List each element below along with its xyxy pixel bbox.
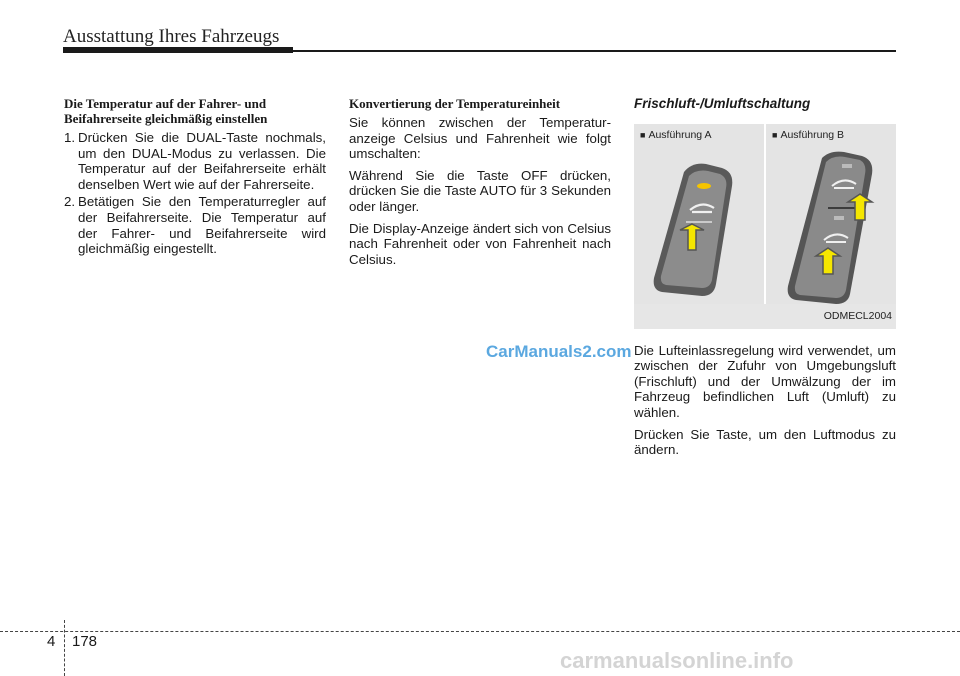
step-text: Drücken Sie die DUAL-Taste nochmals, um den DUAL-Modus zu verlassen. Die Temperatur auf der Beifahrerseite erhält denselben Wert wie auf der Fahrerseite. (78, 130, 326, 192)
step-item (64, 130, 326, 192)
watermark-link[interactable]: CarManuals2.com (486, 342, 632, 361)
switch-b-illustration (766, 124, 896, 304)
heading-line-2: Beifahrerseite gleichmäßig einstellen (64, 111, 268, 126)
column-1 (64, 96, 326, 259)
switch-a-illustration (634, 124, 764, 304)
section-heading-temperature-sync (64, 96, 326, 126)
step-number: 2. (64, 194, 76, 210)
step-text: Betätigen Sie den Temperaturregler auf der Beifahrerseite. Die Temperatur auf der Fahrer- und Beifahrerseite wird gleichmäßig eingestellt. (78, 194, 326, 257)
page-number: 178 (72, 633, 98, 650)
heading-line-1: Die Temperatur auf der Fahrer- und (64, 96, 267, 111)
section-heading-unit-conversion: Konvertierung der Temperatureinheit (349, 96, 561, 111)
bullet-icon: ■ (640, 129, 646, 140)
led-b-bottom-icon (834, 216, 844, 220)
column-3 (634, 96, 896, 464)
panel-label-a-text: Ausführung A (648, 128, 712, 141)
paragraph: Sie können zwischen der Temperatur-anzeige Celsius und Fahrenheit wie folgt umschalten: (349, 115, 611, 162)
step-number: 1. (64, 130, 76, 145)
footer-divider (64, 620, 65, 676)
paragraph: Drücken Sie Taste, um den Luftmodus zu ändern. (634, 426, 896, 458)
figure-panel-a (634, 124, 764, 304)
step-item (64, 194, 326, 256)
source-watermark: carmanualsonline.info (560, 648, 794, 673)
paragraph: Während Sie die Taste OFF drücken, drücken Sie die Taste AUTO für 3 Sekunden oder länger. (349, 167, 611, 214)
paragraph: Die Display-Anzeige ändert sich von Celsius nach Fahrenheit oder von Fahrenheit nach Celsius. (349, 220, 611, 267)
section-heading-air-intake: Frischluft-/Umluftschaltung (634, 96, 811, 111)
bullet-icon: ■ (772, 129, 778, 140)
figure-code: ODMECL2004 (823, 310, 892, 322)
led-b-top-icon (842, 164, 852, 168)
page-header-title: Ausstattung Ihres Fahrzeugs (63, 26, 280, 47)
figure-panel-b (766, 124, 896, 304)
air-intake-figure (634, 124, 896, 329)
footer-rule (0, 631, 960, 632)
chapter-number: 4 (47, 633, 56, 650)
panel-label-b-text: Ausführung B (780, 128, 845, 141)
paragraph: Die Lufteinlassregelung wird verwendet, um zwischen der Zufuhr von Umgebungsluft (Frischluft) und der Umwälzung der im Fahrzeug befindlichen Luft (Umluft) zu wählen. (634, 342, 896, 420)
column-2 (349, 96, 611, 273)
header-rule (63, 50, 896, 52)
indicator-led-icon (697, 183, 711, 189)
